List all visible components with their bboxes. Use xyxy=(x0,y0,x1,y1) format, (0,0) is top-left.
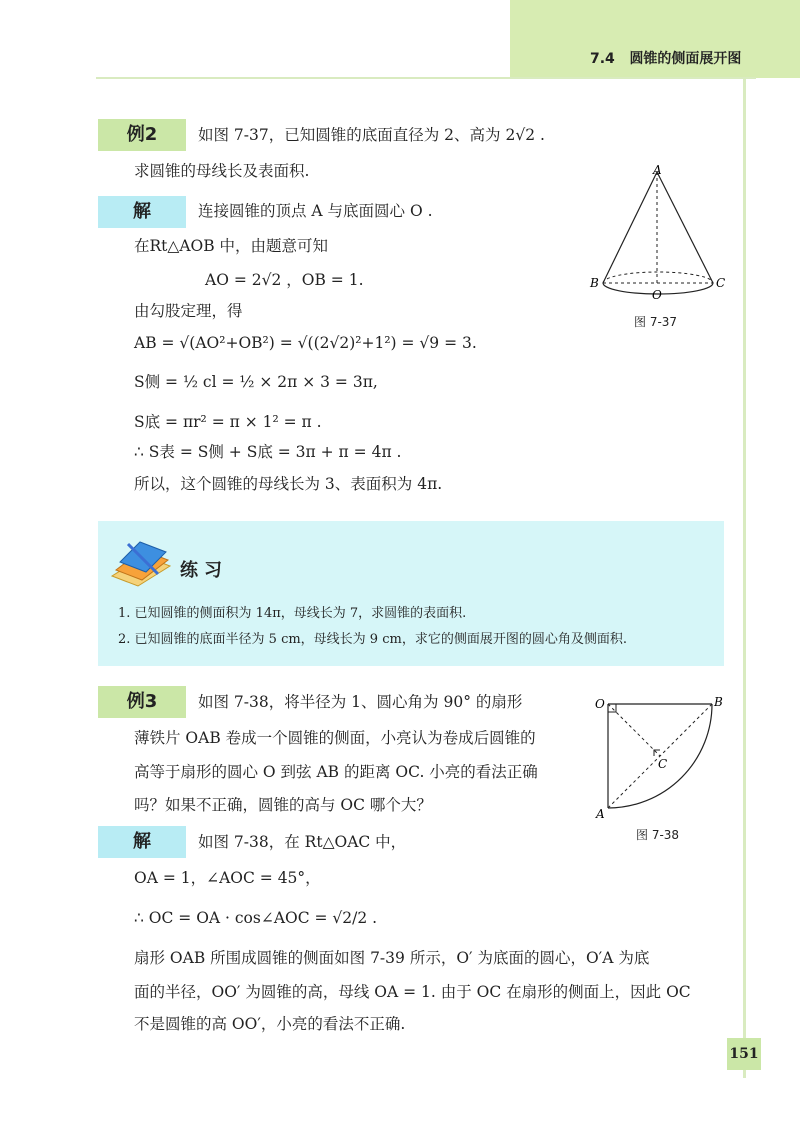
cone-label-b: B xyxy=(590,276,599,290)
ex2-step-1: 连接圆锥的顶点 A 与底面圆心 O . xyxy=(198,202,433,220)
section-title: 圆锥的侧面展开图 xyxy=(629,51,742,67)
sector-label-o: O xyxy=(595,697,605,711)
ex2-step-5: AB = √(AO²+OB²) = √((2√2)²+1²) = √9 = 3. xyxy=(134,334,477,352)
ex2-step-2: 在Rt△AOB 中，由题意可知 xyxy=(134,237,329,255)
page-number: 151 xyxy=(727,1038,761,1070)
books-icon xyxy=(108,536,174,588)
sector-label-a: A xyxy=(596,807,605,821)
sector-label-c: C xyxy=(658,757,668,771)
cone-label-o: O xyxy=(652,288,662,302)
ex2-step-6: S侧 = ½ cl = ½ × 2π × 3 = 3π, xyxy=(134,373,378,391)
figure1-caption: 图 7-37 xyxy=(634,315,678,329)
ex3-step-4: 扇形 OAB 所围成圆锥的侧面如图 7-39 所示，O′ 为底面的圆心，O′A 为底 xyxy=(134,949,650,967)
ex3-step-2: OA = 1，∠AOC = 45°， xyxy=(134,869,321,887)
ex3-step-5: 面的半径，OO′ 为圆锥的高，母线 OA = 1. 由于 OC 在扇形的侧面上，因此 OC xyxy=(134,983,691,1001)
ex2-step-9: 所以，这个圆锥的母线长为 3、表面积为 4π. xyxy=(134,475,443,493)
ex2-step-4: 由勾股定理，得 xyxy=(134,302,243,320)
ex3-problem-1: 如图 7-38，将半径为 1、圆心角为 90° 的扇形 xyxy=(198,693,523,711)
ex3-problem-2: 薄铁片 OAB 卷成一个圆锥的侧面，小亮认为卷成后圆锥的 xyxy=(134,729,536,747)
section-number: 7.4 xyxy=(590,51,615,67)
example2-problem-line2: 求圆锥的母线长及表面积. xyxy=(134,162,310,180)
side-rule xyxy=(743,78,746,1078)
sector-label-b: B xyxy=(714,695,723,709)
ex3-problem-3: 高等于扇形的圆心 O 到弦 AB 的距离 OC. 小亮的看法正确 xyxy=(134,763,538,781)
example2-tag: 例2 xyxy=(98,119,186,151)
practice-item-1: 1. 已知圆锥的侧面积为 14π，母线长为 7，求圆锥的表面积. xyxy=(118,606,467,621)
ex3-step-3: ∴ OC = OA · cos∠AOC = √2/2 . xyxy=(134,909,378,927)
ex3-step-1: 如图 7-38，在 Rt△OAC 中， xyxy=(198,833,407,851)
section-header xyxy=(590,48,741,68)
figure2-caption: 图 7-38 xyxy=(636,828,680,842)
ex2-step-7: S底 = πr² = π × 1² = π . xyxy=(134,413,322,431)
ex2-step-8: ∴ S表 = S侧 + S底 = 3π + π = 4π . xyxy=(134,443,402,461)
cone-label-a: A xyxy=(653,163,662,177)
ex2-step-3: AO = 2√2 ，OB = 1. xyxy=(205,271,364,289)
sector-figure xyxy=(590,690,730,825)
practice-item-2: 2. 已知圆锥的底面半径为 5 cm，母线长为 9 cm，求它的侧面展开图的圆心角及侧面积. xyxy=(118,632,627,647)
cone-figure xyxy=(585,160,735,310)
example3-tag: 例3 xyxy=(98,686,186,718)
example2-solution-tag: 解 xyxy=(98,196,186,228)
ex3-step-6: 不是圆锥的高 OO′，小亮的看法不正确. xyxy=(134,1015,406,1033)
example2-problem-line1: 如图 7-37，已知圆锥的底面直径为 2、高为 2√2 . xyxy=(198,126,545,144)
cone-label-c: C xyxy=(716,276,726,290)
practice-title: 练习 xyxy=(180,560,228,581)
header-rule xyxy=(96,77,756,79)
example3-solution-tag: 解 xyxy=(98,826,186,858)
ex3-problem-4: 吗？如果不正确，圆锥的高与 OC 哪个大？ xyxy=(134,796,432,814)
